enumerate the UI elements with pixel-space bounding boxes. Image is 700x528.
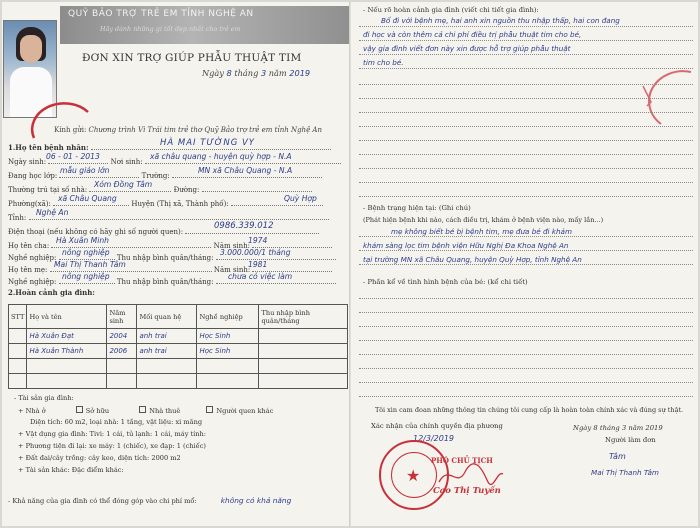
form-date: Ngày 8 tháng 3 năm 2019 xyxy=(202,68,311,78)
reason-line-4: tim cho bé. xyxy=(363,58,404,67)
confirm-label: Xác nhận của chính quyền địa phương xyxy=(371,422,503,430)
diagnosis-line-1: mẹ không biết bé bị bệnh tim, mẹ đưa bé đi khám xyxy=(391,227,572,236)
fund-banner xyxy=(60,6,350,44)
commune-value: xã Châu Quang xyxy=(58,194,117,203)
household-table xyxy=(8,304,348,389)
official-role: PHÓ CHỦ TỊCH xyxy=(431,456,493,465)
province-row: Tỉnh: xyxy=(8,212,329,222)
school-value: MN xã Châu Quang - N.A xyxy=(198,166,293,175)
father-year: 1974 xyxy=(248,236,268,245)
support-row: - Khả năng của gia đình có thể đóng góp vào chi phí mổ: không có khả năng xyxy=(8,496,292,505)
mother-name: Mai Thị Thanh Tâm xyxy=(54,260,126,269)
col-name: Họ và tên xyxy=(27,305,107,329)
table-header-row xyxy=(9,305,348,329)
class-row: Đang học lớp: Trường: xyxy=(8,170,322,180)
commitment-text: Tôi xin cam đoan những thông tin chúng tôi cung cấp là hoàn toàn chính xác và đúng sự thật. xyxy=(375,406,684,414)
col-relation: Mối quan hệ xyxy=(137,305,197,329)
official-seal: ★ xyxy=(379,440,449,510)
application-document xyxy=(2,2,698,526)
left-page xyxy=(2,2,350,526)
patient-name: HÀ MAI TƯỜNG VY xyxy=(160,138,255,148)
form-title: ĐƠN XIN TRỢ GIÚP PHẪU THUẬT TIM xyxy=(82,52,302,64)
banner-subtitle: Hãy dành những gì tốt đẹp nhất cho trẻ em xyxy=(100,25,241,33)
dob-value: 06 - 01 - 2013 xyxy=(46,152,100,161)
diagnosis-note: (Phát hiện bệnh khi nào, cách điều trị, khám ở bệnh viện nào, mấy lần...) xyxy=(363,216,604,224)
checkbox-other[interactable] xyxy=(206,406,213,413)
mother-income: chưa có việc làm xyxy=(228,272,293,281)
red-stamp-left xyxy=(26,98,96,148)
province-value: Nghệ An xyxy=(36,208,69,217)
other-assets-line: + Tài sản khác: Đặc điểm khác: xyxy=(18,466,124,474)
transport-line: + Phương tiện đi lại: xe máy: 1 (chiếc), xe đạp: 1 (chiếc) xyxy=(18,442,206,450)
residence-value: Xóm Đồng Tâm xyxy=(94,180,153,189)
mother-job: nông nghiệp xyxy=(62,272,110,281)
official-name: Cao Thị Tuyến xyxy=(433,486,501,496)
recommend-label: - Phần kể về tình hình bệnh của bé: (kể chi tiết) xyxy=(363,278,528,286)
area-line: Diện tích: 60 m2, loại nhà: 1 tầng, vật liệu: xi măng xyxy=(30,418,203,426)
commune-row: Phường(xã): Huyện (Thị xã, Thành phố): xyxy=(8,198,323,208)
red-stamp-right-top xyxy=(621,66,697,126)
father-income: 3.000.000/1 tháng xyxy=(220,248,291,257)
table-row xyxy=(9,374,348,389)
col-stt: STT xyxy=(9,305,27,329)
col-year: Năm sinh xyxy=(107,305,137,329)
diagnosis-line-2: khám sàng lọc tim bệnh viện Hữu Nghị Đa Khoa Nghệ An xyxy=(363,241,569,250)
diagnosis-label: - Bệnh trạng hiện tại: (Ghi chú) xyxy=(363,204,471,212)
patient-name-row: 1.Họ tên bệnh nhân: xyxy=(8,142,331,152)
col-income: Thu nhập bình quân/tháng xyxy=(259,305,348,329)
father-job-row: Nghề nghiệp: Thu nhập bình quân/tháng: xyxy=(8,252,336,262)
mother-row: Họ tên mẹ: Năm sinh: xyxy=(8,264,332,274)
birthplace-value: xã châu quang - huyện quỳ hợp - N.A xyxy=(150,152,292,161)
appliance-line: + Vật dụng gia đình: Tivi: 1 cái, tủ lạnh: 1 cái, máy tính: xyxy=(18,430,206,438)
reason-line-1: Bố đi với bệnh mẹ, hai anh xin nguồn thu nhập thấp, hai con đang xyxy=(381,16,620,25)
assets-heading: - Tài sản gia đình: xyxy=(14,394,74,402)
support-value: không có khả năng xyxy=(220,496,292,505)
land-line: + Đất đai/cây trồng: cây keo, diện tích: 2000 m2 xyxy=(18,454,181,462)
district-value: Quỳ Hợp xyxy=(284,194,317,203)
confirm-date: 12/3/2019 xyxy=(413,434,455,443)
col-job: Nghề nghiệp xyxy=(197,305,259,329)
checkbox-own[interactable] xyxy=(76,406,83,413)
phone-value: 0986.339.012 xyxy=(214,221,274,231)
reason-label: - Nếu rõ hoàn cảnh gia đình (viết chi tiết gia đình): xyxy=(363,6,539,14)
mother-year: 1981 xyxy=(248,260,268,269)
house-type-row: + Nhà ở Sở hữu Nhà thuê Người quen khác xyxy=(18,407,274,415)
residence-row: Thường trú tại số nhà: Đường: xyxy=(8,184,312,194)
class-value: mẫu giáo lớn xyxy=(60,166,110,175)
reason-line-2: đi học và còn thêm cả chi phí điều trị phẫu thuật tim cho bé, xyxy=(363,30,582,39)
sign-date: Ngày 8 tháng 3 năm 2019 xyxy=(573,424,663,432)
right-page xyxy=(351,2,698,526)
applicant-label: Người làm đơn xyxy=(605,436,656,444)
father-row: Họ tên cha: Năm sinh: xyxy=(8,240,332,250)
banner-title: QUỸ BẢO TRỢ TRẺ EM TỈNH NGHỆ AN xyxy=(68,9,254,19)
reason-line-3: vậy gia đình viết đơn này xin được hỗ trợ giúp phẫu thuật xyxy=(363,44,571,53)
greeting: Kính gửi: Chương trình Vì Trái tim trẻ thơ Quỹ Bảo trợ trẻ em tỉnh Nghệ An xyxy=(54,126,322,134)
father-job: nông nghiệp xyxy=(62,248,110,257)
table-row xyxy=(9,359,348,374)
section2-heading: 2.Hoàn cảnh gia đình: xyxy=(8,288,95,297)
table-row: Hà Xuân Đạt 2004 anh trai Học Sinh xyxy=(9,329,348,344)
table-row: Hà Xuân Thành 2006 anh trai Học Sinh xyxy=(9,344,348,359)
mother-job-row: Nghề nghiệp: Thu nhập bình quân/tháng: xyxy=(8,276,336,286)
phone-row: Điện thoại (nếu không có hãy ghi số người quen): xyxy=(8,226,319,236)
father-name: Hà Xuân Minh xyxy=(56,236,109,245)
diagnosis-line-3: tại trường MN xã Châu Quang, huyện Quỳ Hợp, tỉnh Nghệ An xyxy=(363,255,582,264)
applicant-signature: Tâm xyxy=(609,452,626,461)
dob-row: Ngày sinh: Nơi sinh: xyxy=(8,156,341,166)
checkbox-rent[interactable] xyxy=(139,406,146,413)
applicant-name: Mai Thị Thanh Tâm xyxy=(591,468,659,477)
